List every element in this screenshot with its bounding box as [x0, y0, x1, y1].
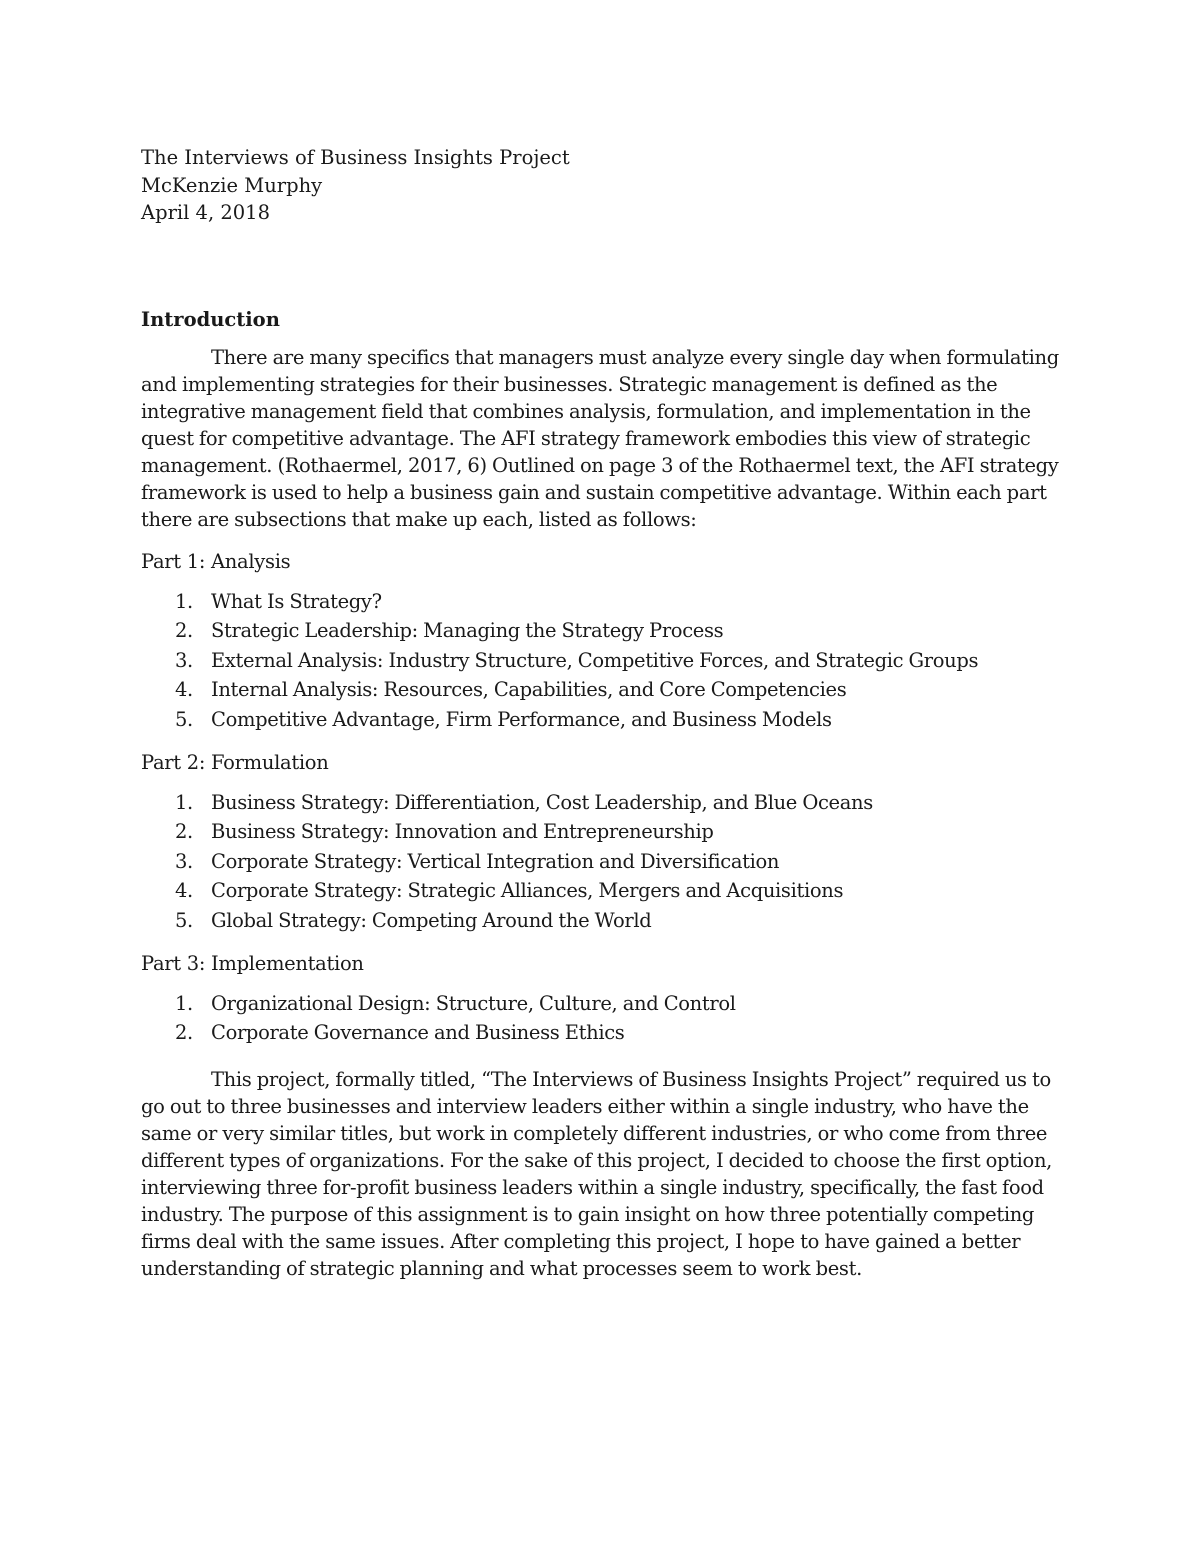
list-item — [141, 1018, 1061, 1047]
list-item-text: Corporate Strategy: Vertical Integration and Diversification — [211, 849, 780, 873]
list-item — [141, 876, 1061, 905]
list-item — [141, 616, 1061, 645]
list-number: 3. — [175, 849, 193, 873]
list-item — [141, 675, 1061, 704]
list-item-text: External Analysis: Industry Structure, Competitive Forces, and Strategic Groups — [211, 648, 979, 672]
list-item — [141, 646, 1061, 675]
list-item-text: Global Strategy: Competing Around the World — [211, 908, 652, 932]
list-item-text: Business Strategy: Differentiation, Cost Leadership, and Blue Oceans — [211, 791, 873, 815]
list-number: 3. — [175, 648, 193, 672]
list-number: 2. — [175, 1021, 193, 1045]
list-item-text: Strategic Leadership: Managing the Strategy Process — [211, 619, 724, 643]
introduction-body — [141, 344, 1061, 1282]
list-number: 4. — [175, 678, 193, 702]
list-number: 2. — [175, 619, 193, 643]
project-paragraph: This project, formally titled, “The Interviews of Business Insights Project” required us to go out to three businesses and interview leaders either within a single industry, who have the same or very similar titles, but work in completely different industries, or who come from three different types of organizations. For the sake of this project, I decided to choose the first option, interviewing three for-profit business leaders within a single industry, specifically, the fast food industry. The purpose of this assignment is to gain insight on how three potentially competing firms deal with the same issues. After completing this project, I hope to have gained a better understanding of strategic planning and what processes seem to work best. — [141, 1067, 1053, 1280]
intro-paragraph: There are many specifics that managers must analyze every single day when formulating and implementing strategies for their businesses. Strategic management is defined as the integrative management field that combines analysis, formulation, and implementation in the quest for competitive advantage. The AFI strategy framework embodies this view of strategic management. (Rothaermel, 2017, 6) Outlined on page 3 of the Rothaermel text, the AFI strategy framework is used to help a business gain and sustain competitive advantage. Within each part there are subsections that make up each, listed as follows: — [141, 346, 1059, 531]
document-header — [141, 144, 1061, 227]
list-item — [141, 906, 1061, 935]
part-1-title: Part 1: Analysis — [141, 550, 291, 573]
part-2-list — [141, 788, 1061, 935]
list-item-text: What Is Strategy? — [211, 590, 382, 613]
part-2-title: Part 2: Formulation — [141, 751, 329, 775]
list-item-text: Competitive Advantage, Firm Performance, and Business Models — [211, 707, 832, 731]
document-title: The Interviews of Business Insights Project — [141, 146, 570, 169]
list-item-text: Corporate Governance and Business Ethics — [211, 1021, 625, 1045]
list-number: 1. — [175, 590, 193, 613]
section-heading-introduction: Introduction — [141, 308, 280, 331]
list-number: 2. — [175, 820, 193, 844]
list-item-text: Corporate Strategy: Strategic Alliances, Mergers and Acquisitions — [211, 879, 844, 903]
list-item-text: Business Strategy: Innovation and Entrepreneurship — [211, 820, 714, 844]
list-item — [141, 989, 1061, 1018]
list-item — [141, 847, 1061, 876]
list-item — [141, 705, 1061, 734]
list-item — [141, 587, 1061, 616]
author-name: McKenzie Murphy — [141, 173, 323, 197]
list-number: 4. — [175, 879, 193, 903]
list-number: 5. — [175, 707, 193, 731]
part-1-list — [141, 587, 1061, 734]
list-number: 5. — [175, 908, 193, 932]
list-number: 1. — [175, 992, 193, 1016]
part-3-list — [141, 989, 1061, 1048]
document-date: April 4, 2018 — [141, 201, 270, 225]
list-item — [141, 817, 1061, 846]
list-item — [141, 788, 1061, 817]
part-3-title: Part 3: Implementation — [141, 952, 364, 976]
list-item-text: Internal Analysis: Resources, Capabilities, and Core Competencies — [211, 678, 847, 702]
list-number: 1. — [175, 791, 193, 815]
list-item-text: Organizational Design: Structure, Culture, and Control — [211, 992, 736, 1016]
